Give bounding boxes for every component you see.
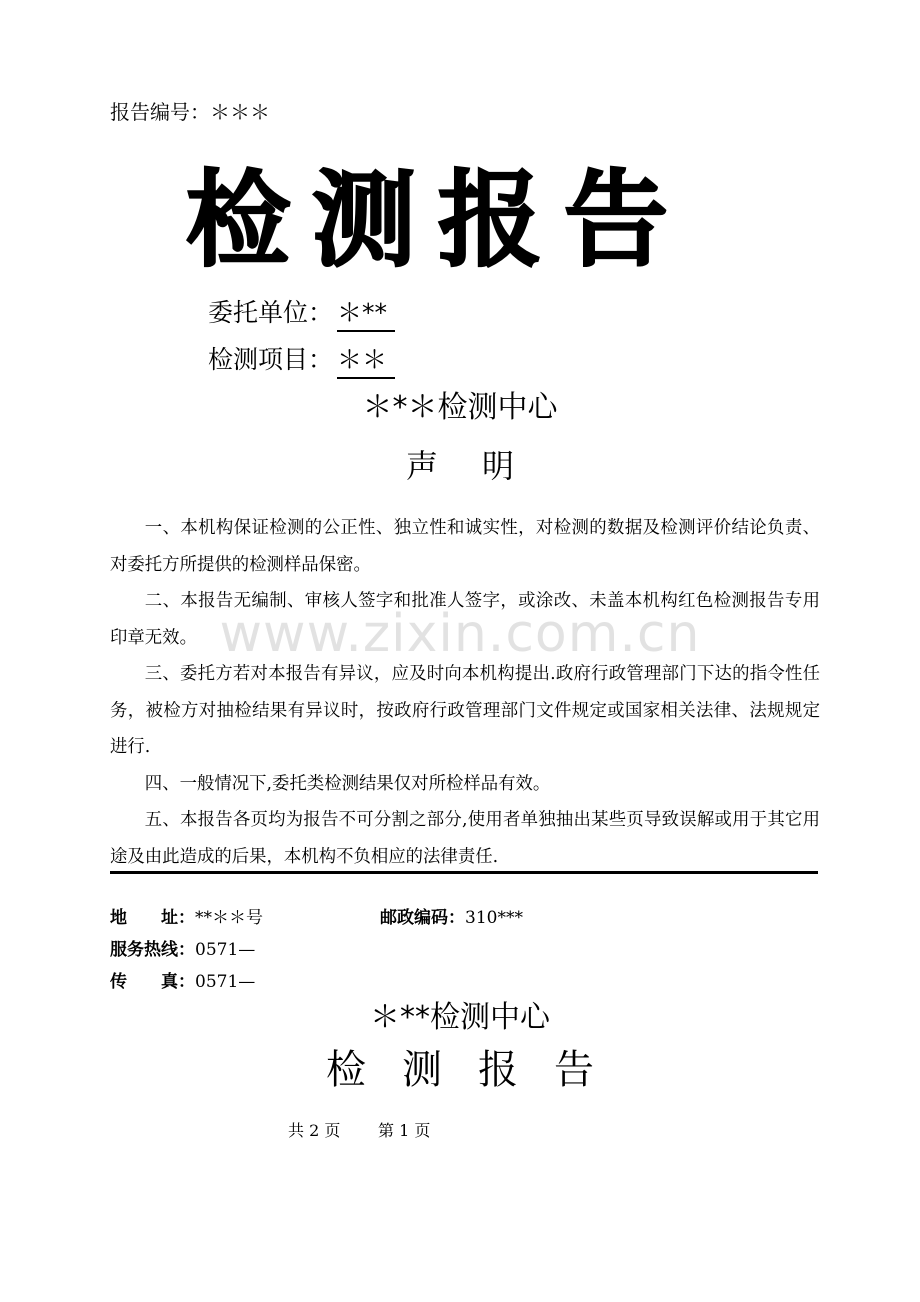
declaration-paragraph: 五、本报告各页均为报告不可分割之部分,使用者单独抽出某些页导致误解或用于其它用途及由此造成的后果，本机构不负相应的法律责任.	[110, 810, 820, 867]
declaration-paragraph: 一、本机构保证检测的公正性、独立性和诚实性，对检测的数据及检测评价结论负责、对委托方所提供的检测样品保密。	[110, 518, 820, 575]
fax-row	[110, 970, 255, 994]
fax-label: 传 真：	[110, 972, 195, 992]
report-number-value: ＊＊＊	[210, 100, 270, 124]
footer-title: 检测报告	[326, 1047, 630, 1093]
client-label: 委托单位：	[208, 298, 334, 327]
fax-value: 0571—	[195, 972, 256, 992]
total-pages: 共 2 页	[288, 1121, 341, 1140]
address-row	[110, 906, 263, 930]
postcode-value: 310***	[465, 908, 523, 928]
main-title: 检测报告	[186, 159, 691, 281]
hotline-value: 0571—	[195, 940, 256, 960]
center-name: ＊*＊检测中心	[362, 390, 558, 425]
hotline-row	[110, 938, 255, 962]
declaration-paragraph: 二、本报告无编制、审核人签字和批准人签字，或涂改、未盖本机构红色检测报告专用印章无效。	[110, 591, 820, 648]
postcode-row	[380, 906, 523, 930]
hotline-label: 服务热线：	[110, 940, 195, 960]
report-number	[110, 98, 270, 126]
test-item-value: ＊＊	[337, 343, 395, 379]
client-row	[208, 296, 395, 332]
current-page: 第 1 页	[378, 1121, 431, 1140]
client-value: ＊**	[337, 296, 395, 332]
postcode-label: 邮政编码：	[380, 908, 465, 928]
declaration-paragraph: 三、委托方若对本报告有异议，应及时向本机构提出.政府行政管理部门下达的指令性任务，被检方对抽检结果有异议时，按政府行政管理部门文件规定或国家相关法律、法规规定进行.	[110, 664, 820, 757]
address-label: 地 址：	[110, 908, 195, 928]
watermark: www.zixin.com.cn	[219, 604, 701, 664]
test-item-label: 检测项目：	[208, 345, 334, 374]
declaration-body	[110, 510, 820, 875]
declaration-paragraph: 四、一般情况下,委托类检测结果仅对所检样品有效。	[144, 773, 551, 794]
test-item-row	[208, 343, 395, 379]
declaration-title: 声明	[405, 447, 558, 485]
address-value: **＊＊号	[195, 908, 263, 928]
divider	[110, 871, 818, 874]
footer-center-name: ＊**检测中心	[370, 1000, 550, 1035]
report-number-label: 报告编号：	[110, 100, 210, 124]
